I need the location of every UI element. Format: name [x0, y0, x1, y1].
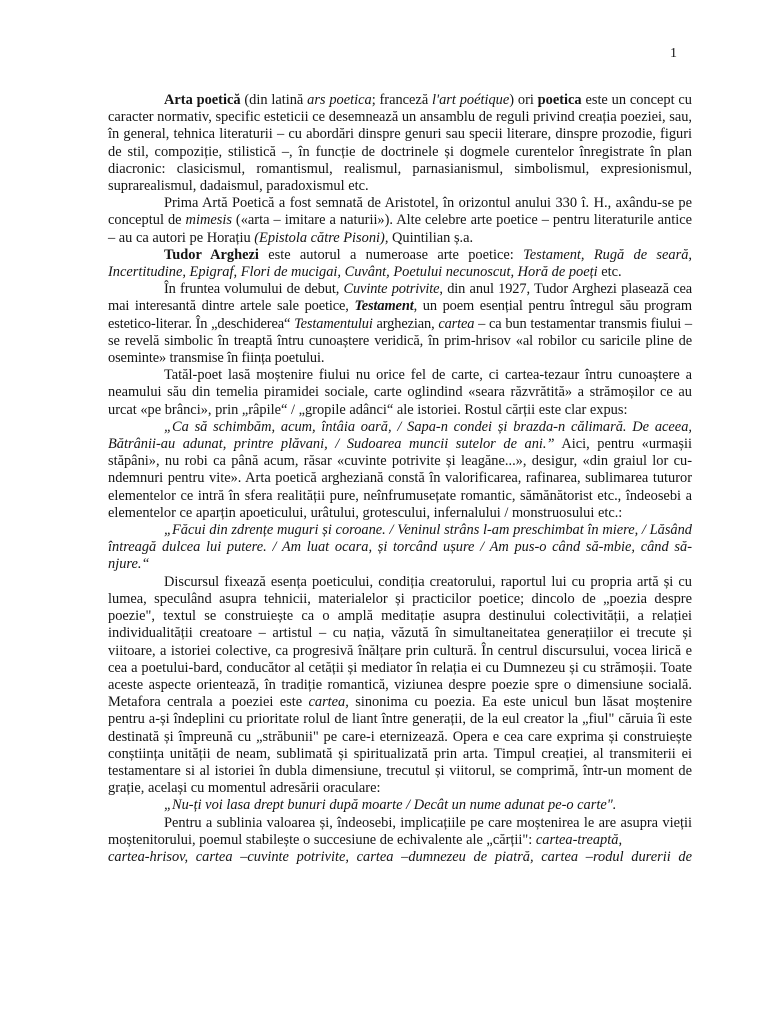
paragraph-arta-poetica-definition: [108, 92, 692, 195]
text-run: Prima Artă Poetică a fost semnată de Aristotel, în orizontul anului 330 î. H., axându-se pe conceptul de: [108, 195, 692, 229]
text-run: este un concept cu caracter normativ, specific esteticii ce desemnează un ansamblu de reguli privind creația poeziei, sau, în general, tehnica literaturii – cu abordări dinspre genuri sau specii literare, dinspre prozodie, figuri de stil, compoziție, stilistică –, în funcție de doctrinele și dogmele curentelor înregistrate în plan diacronic: clasicismul, romantismul, realismul, parnasianismul, simbolismul, expresionismul, suprarealismul, dadaismul, paradoxismul etc.: [108, 92, 692, 195]
text-run: Arta poetică: [164, 92, 241, 108]
paragraph-pentru-a-sublinia: [108, 815, 692, 849]
text-run: Testamentului: [294, 315, 373, 332]
text-run: ; franceză: [371, 92, 433, 108]
text-run: (din latină: [240, 92, 308, 108]
paragraph-tatal-poet: [108, 367, 692, 419]
text-run: – ca bun testamentar transmis fiului – se revelă simbolic în treaptă întru cunoaștere veridică, în prim-hrisov «al robilor cu saricile pline de oseminte» transmise în ființa poetului.: [108, 315, 692, 367]
text-run: («arta – imitare a naturii»). Alte celebre arte poetice – pentru literaturile antice – au ca autori pe Horațiu: [108, 212, 692, 246]
paragraph-aristotel: [108, 195, 692, 247]
text-run: cartea: [438, 315, 475, 332]
paragraph-quote-nu-ti-voi-lasa: [108, 797, 692, 814]
paragraph-testament-intro: [108, 281, 692, 367]
text-run: (Epistola către Pisoni): [254, 229, 385, 246]
text-run: etc.: [597, 264, 622, 281]
text-run: Cuvinte potrivite: [343, 281, 440, 298]
text-run: mimesis: [185, 212, 232, 229]
text-run: „Făcui din zdrențe muguri și coroane. / Veninul strâns l-am preschimbat în miere, / Lăsând întreagă dulcea lui putere. / Am luat ocara, și torcând ușure / Am pus-o când să-mbie, când să-njure.“: [108, 522, 692, 573]
text-run: cartea,: [308, 694, 349, 711]
text-run: Aici, pentru «urmașii stăpâni», nu robi ca până acum, răsar «cuvinte potrivite și leagăne...», desigur, «din graiul lor cu-ndemnuri pentru vite». Arta poetică argheziană constă în valorificarea, rafinarea, sublimarea tuturor elementelor ce intră în sfera realității pure, neînfrumusețate romantic, sămănătorist etc., îndeosebi a elementelor ce aparțin apoeticului, urâtului, grotescului, infernalului / monstruosului etc.:: [108, 436, 692, 521]
text-run: Testament, Rugă de seară, Incertitudine, Epigraf, Flori de mucigai, Cuvânt, Poetului necunoscut, Horă de poeți: [108, 246, 692, 281]
text-run: , din anul 1927, Tudor Arghezi plasează cea mai interesantă dintre artele sale poetice,: [108, 281, 693, 315]
text-run: ars poetica: [307, 92, 372, 108]
text-run: poetica: [537, 92, 582, 108]
paragraph-tudor-arghezi: [108, 247, 692, 281]
text-run: În fruntea volumului de debut,: [164, 281, 344, 298]
text-run: Pentru a sublinia valoarea și, îndeosebi, implicațiile pe care moștenirea le are asupra vieții moștenitorului, poemul stabilește o succesiune de echivalente ale „cărții":: [108, 814, 692, 848]
text-run: l'art poétique: [432, 92, 510, 108]
text-run: este autorul a numeroase arte poetice:: [258, 246, 524, 263]
text-run: arghezian,: [372, 315, 439, 332]
page-number: 1: [670, 46, 677, 61]
text-run: cartea-treaptă,: [535, 831, 623, 848]
text-run: „Ca să schimbăm, acum, întâia oară, / Sapa-n condei și brazda-n călimară. De aceea, Bătrânii-au adunat, printre plăvani, / Sudoarea muncii sutelor de ani.”: [108, 418, 692, 453]
paragraph-quote-sapa-n-condei: [108, 419, 692, 522]
paragraph-discursul: [108, 574, 692, 798]
text-run: , un poem esențial pentru întregul său program estetico-literar. În „deschiderea“: [108, 298, 692, 332]
text-run: sinonima cu poezia. Ea este unicul bun lăsat moștenire pentru a-și îndeplini cu prioritate rolul de liant între generații, de la eul creator la „fiul" căruia îi este destinată și împreună cu „străbunii" pe care-i eternizează. Opera e cea care exprima și construiește conștiința unității de neam, sublimată și spiritualizată prin arta. Timpul creației, al transmiterii ei testamentare si al istoriei în dubla dimensiune, trecutul și viitorul, se comprimă, într-un moment de grație, același cu momentul adresării oraculare:: [108, 694, 692, 797]
text-run: Testament: [354, 298, 414, 315]
paragraph-quote-facui-din-zdrente: [108, 522, 692, 574]
text-run: Tudor Arghezi: [164, 246, 259, 263]
text-run: Discursul fixează esența poeticului, condiția creatorului, raportul lui cu propria artă și cu lumea, speculând asupra tehnicii, materialelor și practicilor poetice; dincolo de „poezia despre poezie", textul se construiește ca o amplă meditație asupra destinului colectivității, a relației individualității creatoare – artistul – cu nația, văzută în simultaneitatea generațiilor ei trecute și viitoare, a istoriei colective, ca progresivă înălțare prin cultură. În centrul discursului, vocea lirică e cea a poetului-bard, conducător al cetății și mediator în relația ei cu Dumnezeu și cu strămoșii. Toate aceste aspecte orientează, în tradiție romantică, viziunea despre poezie spre o dimensiune socială. Metafora centrala a poeziei este: [108, 573, 692, 711]
text-run: Tatăl-poet lasă moștenire fiului nu orice fel de carte, ci cartea-tezaur întru cunoaștere a neamului său din temelia piramidei sociale, carte oglindind «seara răzvrătită» a strămoșilor ce au urcat «pe brânci», prin „râpile“ / „gropile adânci“ ale istoriei. Rostul cărții este clar expus:: [108, 367, 692, 418]
text-run: ) ori: [509, 92, 538, 108]
text-run: , Quintilian ș.a.: [384, 229, 474, 246]
text-run: „Nu-ți voi lasa drept bunuri după moarte / Decât un nume adunat pe-o carte".: [164, 797, 617, 814]
paragraph-continuation-line: cartea-hrisov, cartea –cuvinte potrivite, cartea –dumnezeu de piatră, cartea –rodul durerii de: [108, 848, 692, 865]
document-body: [108, 92, 692, 866]
